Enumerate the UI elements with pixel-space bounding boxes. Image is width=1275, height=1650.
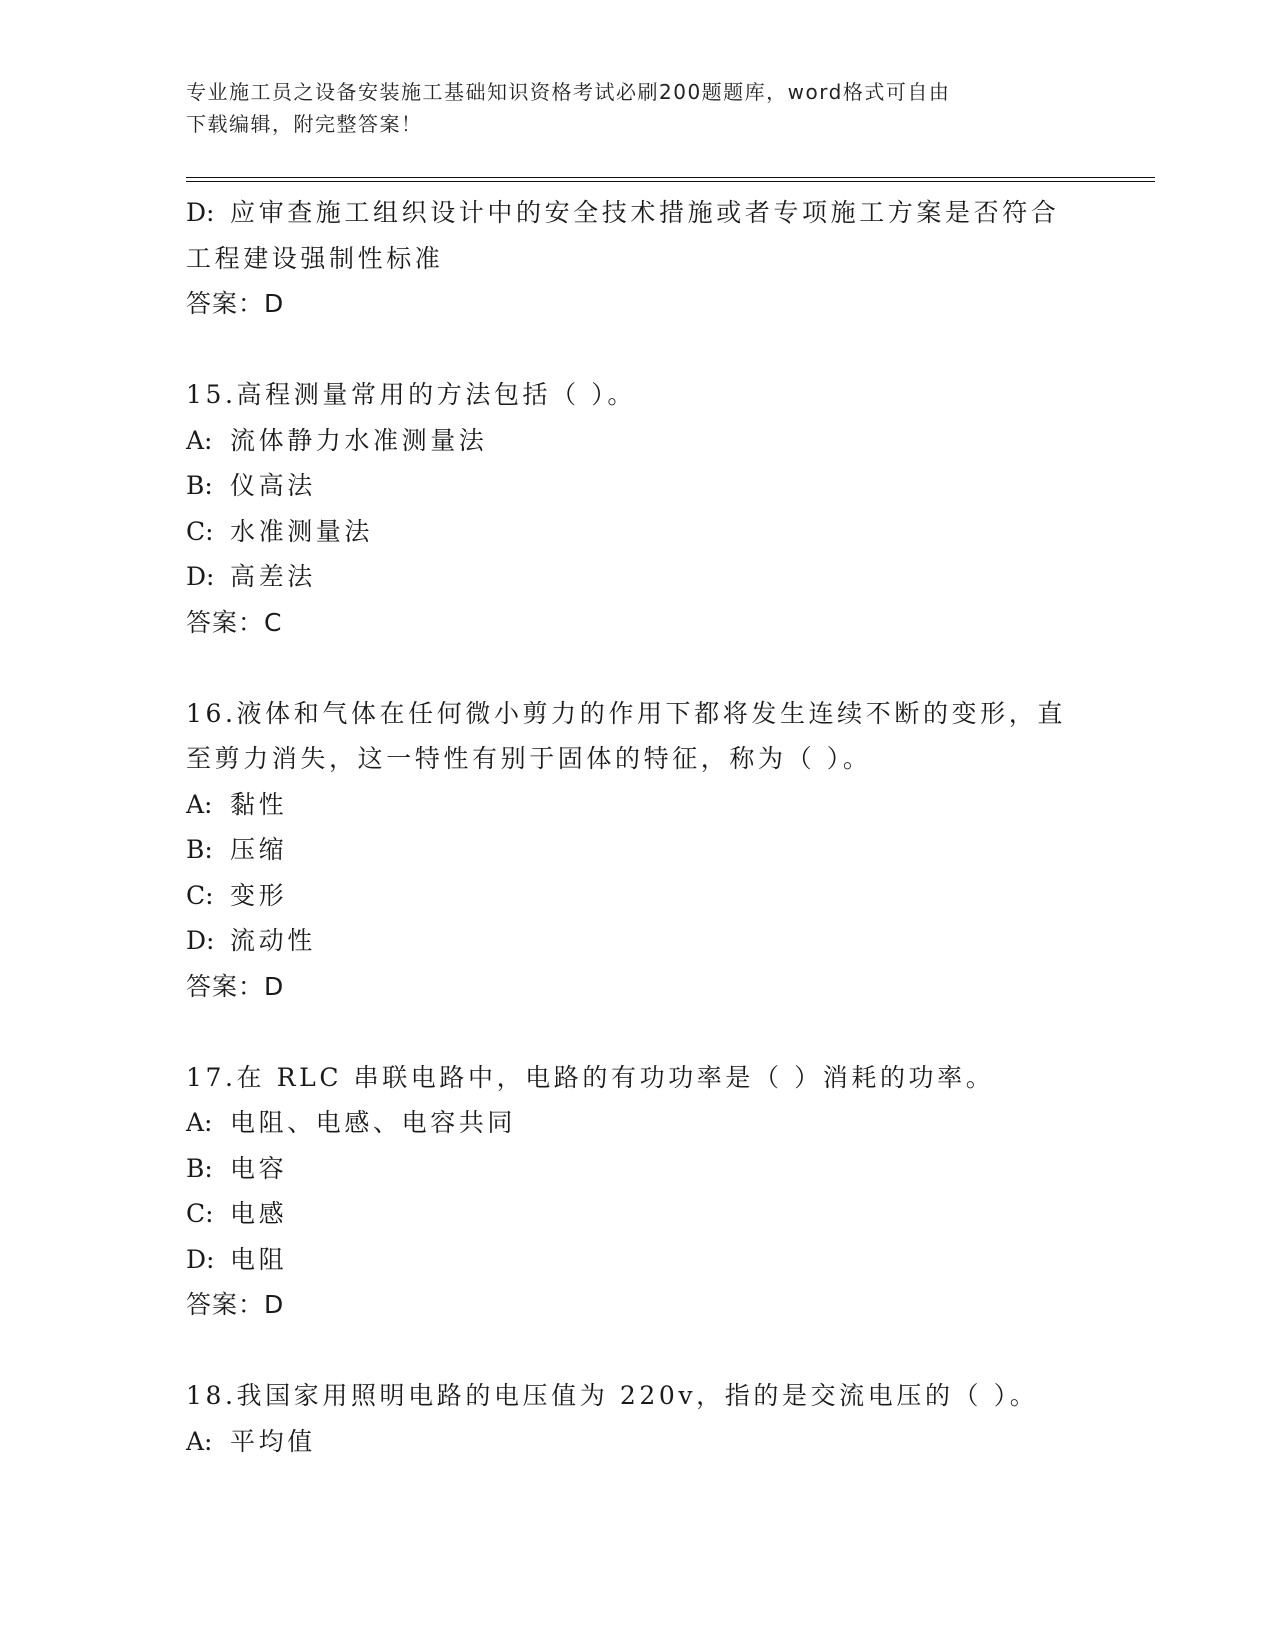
answer-option	[186, 554, 1086, 600]
answer-option	[186, 1419, 1086, 1465]
answer-option	[186, 873, 1086, 919]
option-text: 压缩	[230, 835, 288, 864]
answer-line: 答案：C	[186, 607, 283, 637]
answer-line: 答案：D	[186, 971, 285, 1001]
option-text: 黏性	[230, 789, 288, 819]
option-text: 仪高法	[230, 471, 316, 500]
option-text: 高差法	[230, 562, 316, 591]
option-text: 流体静力水准测量法	[230, 425, 488, 455]
question-block	[186, 1373, 1086, 1464]
answer-option	[186, 509, 1086, 555]
question-stem: 15.高程测量常用的方法包括（ ）。	[186, 380, 637, 409]
option-label: D:	[186, 562, 215, 591]
answer-option	[186, 782, 1086, 828]
question-stem: 16.液体和气体在任何微小剪力的作用下都将发生连续不断的变形，直	[186, 698, 1066, 728]
option-text: 电阻	[230, 1244, 288, 1274]
question-list	[186, 190, 1086, 1464]
option-label: B:	[186, 835, 213, 864]
answer-option	[186, 1237, 1086, 1283]
header-title-line-1: 专业施工员之设备安装施工基础知识资格考试必刷200题题库，word格式可自由	[186, 80, 951, 104]
option-text-line-1: 应审查施工组织设计中的安全技术措施或者专项施工方案是否符合	[230, 198, 1060, 227]
option-label: A:	[186, 1426, 213, 1456]
option-label: D:	[186, 1244, 215, 1274]
header-title-line-2: 下载编辑，附完整答案！	[186, 112, 423, 136]
option-text-line-2: 工程建设强制性标准	[186, 243, 444, 273]
option-text: 电容	[230, 1153, 288, 1183]
option-text: 变形	[230, 880, 288, 910]
question-stem: 17.在 RLC 串联电路中，电路的有功功率是（ ）消耗的功率。	[186, 1062, 995, 1092]
question-block	[186, 1055, 1086, 1328]
option-label: C:	[186, 880, 214, 910]
option-label: C:	[186, 516, 214, 546]
answer-line: 答案：D	[186, 289, 285, 318]
answer-line: 答案：D	[186, 1290, 285, 1319]
answer-option	[186, 1100, 1086, 1146]
continued-question	[186, 190, 1086, 327]
answer-option	[186, 463, 1086, 509]
question-stem: 18.我国家用照明电路的电压值为 220v，指的是交流电压的（ ）。	[186, 1381, 1039, 1410]
header-divider-thin	[186, 181, 1155, 182]
option-text: 电感	[230, 1199, 288, 1228]
document-header	[186, 76, 1086, 140]
option-label: B:	[186, 1153, 213, 1183]
option-label: C:	[186, 1199, 214, 1228]
option-text: 水准测量法	[230, 516, 374, 546]
option-label: A:	[186, 425, 213, 455]
option-text: 电阻、电感、电容共同	[230, 1108, 517, 1137]
question-block	[186, 372, 1086, 645]
option-label: A:	[186, 1108, 213, 1137]
answer-option	[186, 827, 1086, 873]
option-label: B:	[186, 471, 213, 500]
answer-option	[186, 1146, 1086, 1192]
answer-option	[186, 1191, 1086, 1237]
option-label: A:	[186, 789, 213, 819]
header-divider-thick	[186, 177, 1155, 178]
option-text: 平均值	[230, 1426, 316, 1456]
option-d	[186, 190, 1086, 236]
question-block	[186, 691, 1086, 1010]
option-label: D:	[186, 198, 215, 227]
option-label: D:	[186, 926, 215, 955]
answer-option	[186, 918, 1086, 964]
answer-option	[186, 418, 1086, 464]
question-stem: 至剪力消失，这一特性有别于固体的特征，称为（ ）。	[186, 744, 872, 773]
option-text: 流动性	[230, 926, 316, 955]
